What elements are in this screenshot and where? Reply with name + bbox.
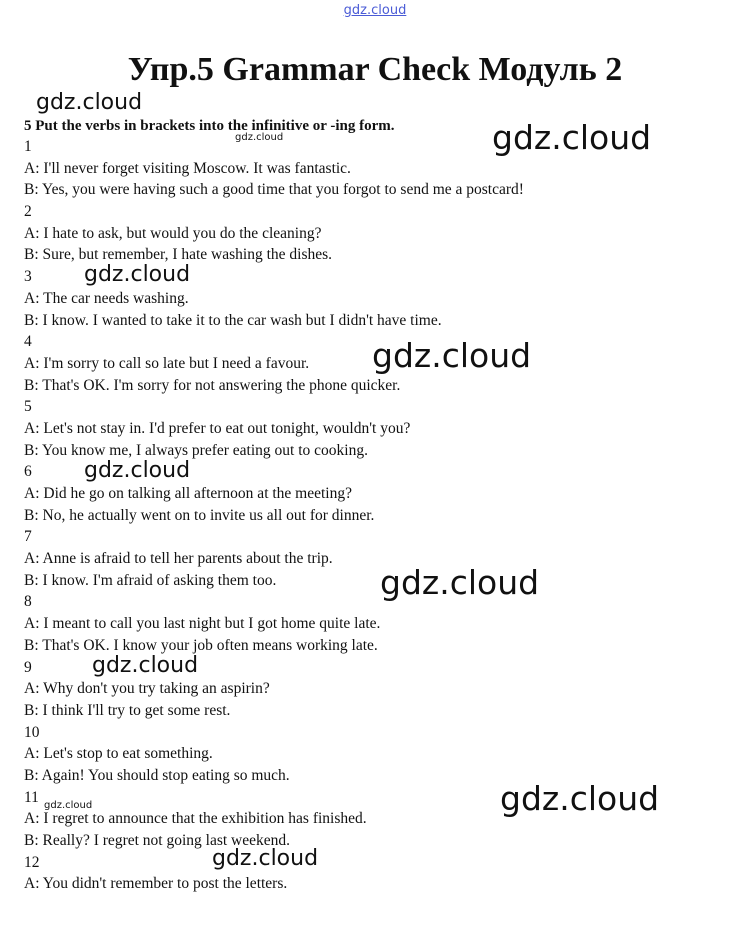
line-a: A: Why don't you try taking an aspirin? [24,680,270,698]
exercise-number: 6 [24,463,32,481]
exercise-number: 9 [24,658,32,676]
line-a: A: I'm sorry to call so late but I need a favour. [24,354,310,372]
watermark: gdz.cloud [372,336,532,375]
watermark: gdz.cloud [235,132,284,143]
exercise-item [24,526,724,591]
line-b: B: I know. I wanted to take it to the car wash but I didn't have time. [24,311,442,329]
line-a: A: I hate to ask, but would you do the cleaning? [24,224,322,242]
line-b: B: No, he actually went on to invite us all out for dinner. [24,506,375,524]
exercise-number: 11 [24,788,39,806]
line-b: B: That's OK. I'm sorry for not answering the phone quicker. [24,376,401,394]
exercise-instruction: 5 Put the verbs in brackets into the infinitive or -ing form. [24,118,395,134]
watermark: gdz.cloud [44,800,93,811]
watermark: gdz.cloud [36,90,143,115]
exercise-number: 2 [24,203,32,221]
line-b: B: I know. I'm afraid of asking them too. [24,571,277,589]
exercise-number: 4 [24,333,32,351]
exercise-number: 3 [24,268,32,286]
line-a: A: Did he go on talking all afternoon at the meeting? [24,485,352,502]
watermark: gdz.cloud [500,779,660,818]
watermark: gdz.cloud [84,458,191,483]
exercise-item [24,396,724,461]
exercise-number: 10 [24,723,40,741]
site-link[interactable]: gdz.cloud [343,3,407,18]
exercise-number: 1 [24,138,32,155]
line-b: B: Again! You should stop eating so much. [24,766,290,784]
watermark: gdz.cloud [84,262,191,287]
line-b: B: Sure, but remember, I hate washing the dishes. [24,246,333,264]
line-a: A: I'll never forget visiting Moscow. It was fantastic. [24,159,351,177]
line-b: B: You know me, I always prefer eating out to cooking. [24,441,368,459]
line-a: A: The car needs washing. [24,289,189,307]
exercise-item [24,722,724,787]
exercise-number: 5 [24,398,32,416]
watermark: gdz.cloud [492,118,652,157]
line-a: A: You didn't remember to post the letters. [24,875,288,893]
exercise-number: 8 [24,593,32,611]
exercise-item [24,591,724,656]
watermark: gdz.cloud [212,846,319,871]
line-a: A: Let's not stay in. I'd prefer to eat out tonight, wouldn't you? [24,419,411,437]
watermark: gdz.cloud [92,653,199,678]
line-a: A: I meant to call you last night but I got home quite late. [24,615,381,633]
line-a: A: Let's stop to eat something. [24,745,213,763]
page-title: Упр.5 Grammar Check Модуль 2 [127,51,623,88]
exercise-item [24,852,724,895]
exercise-number: 12 [24,853,40,871]
watermark: gdz.cloud [380,563,540,602]
line-b: B: I think I'll try to get some rest. [24,701,231,719]
line-b: B: Really? I regret not going last weekend. [24,832,291,849]
line-a: A: I regret to announce that the exhibition has finished. [24,810,367,828]
line-b: B: Yes, you were having such a good time that you forgot to send me a postcard! [24,181,524,199]
exercise-item [24,201,724,266]
exercise-number: 7 [24,528,32,546]
line-b: B: That's OK. I know your job often means working late. [24,636,378,654]
line-a: A: Anne is afraid to tell her parents about the trip. [24,550,333,568]
